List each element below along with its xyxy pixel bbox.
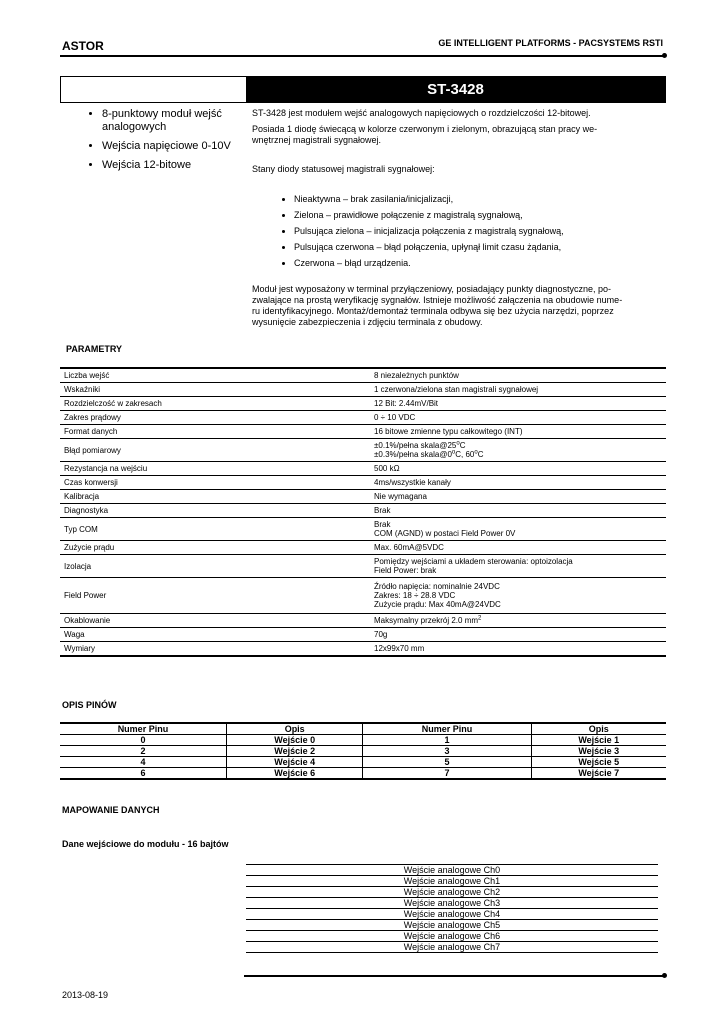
company-name: ASTOR — [62, 39, 104, 53]
table-row — [246, 865, 658, 876]
table-row — [60, 439, 666, 462]
description-p1: ST-3428 jest modułem wejść analogowych napięciowych o rozdzielczości 12-bitowej. — [252, 108, 591, 118]
table-cell: Wejście 5 — [531, 757, 666, 768]
table-row — [60, 368, 666, 383]
param-value — [370, 411, 666, 425]
feature-list — [62, 108, 280, 178]
param-value — [370, 578, 666, 614]
param-value — [370, 614, 666, 628]
led-state-list — [252, 192, 704, 272]
param-value — [370, 462, 666, 476]
table-row — [60, 746, 666, 757]
param-value — [370, 642, 666, 657]
param-value-line: Field Power: brak — [374, 566, 437, 575]
param-name: Zużycie prądu — [60, 541, 370, 555]
param-value-line: ±0.1%/pełna skala@25$^o$C — [374, 440, 466, 450]
param-name: Zakres prądowy — [60, 411, 370, 425]
params-title: PARAMETRY — [66, 344, 122, 354]
table-row — [60, 541, 666, 555]
param-name: Izolacja — [60, 555, 370, 578]
degree-sup: o — [456, 440, 460, 447]
table-cell: Wejście 7 — [531, 768, 666, 780]
description-p2-line2: wnętrznej magistrali sygnałowej. — [252, 135, 382, 145]
param-value-line: 4ms/wszystkie kanały — [374, 478, 451, 487]
table-cell: 0 — [60, 735, 226, 746]
param-name: Wymiary — [60, 642, 370, 657]
table-cell: 3 — [363, 746, 531, 757]
table-cell: Wejście 2 — [226, 746, 363, 757]
table-cell: 4 — [60, 757, 226, 768]
column-header: Numer Pinu — [363, 723, 531, 735]
description-p2 — [252, 124, 662, 146]
table-cell: Wejście 3 — [531, 746, 666, 757]
description-p2-line1: Posiada 1 diodę świecącą w kolorze czerwonym i zielonym, obrazującą stan pracy we- — [252, 124, 598, 134]
table-cell: Wejście 6 — [226, 768, 363, 780]
param-name: Diagnostyka — [60, 504, 370, 518]
param-value-line: 12 Bit: 2.44mV/Bit — [374, 399, 439, 408]
param-name: Rozdzielczość w zakresach — [60, 397, 370, 411]
param-name: Czas konwersji — [60, 476, 370, 490]
led-state-item: • Pulsująca zielona – inicjalizacja połączenia z magistralą sygnałową, — [294, 224, 704, 240]
footer-rule-dot — [662, 973, 667, 978]
mapping-subtitle: Dane wejściowe do modułu - 16 bajtów — [62, 839, 229, 849]
table-cell: Wejście 0 — [226, 735, 363, 746]
feature-item: • 8-punktowy moduł wejść analogowych — [102, 108, 280, 134]
product-title: ST-3428 — [246, 77, 665, 102]
table-row — [246, 887, 658, 898]
table-row — [60, 462, 666, 476]
param-value-line: 16 bitowe zmienne typu całkowitego (INT) — [374, 427, 523, 436]
mapping-title: MAPOWANIE DANYCH — [62, 805, 160, 815]
param-value-line: Nie wymagana — [374, 492, 427, 501]
table-row — [60, 504, 666, 518]
table-row — [60, 555, 666, 578]
header-rule — [60, 55, 666, 57]
parameters-table — [60, 367, 666, 657]
param-value — [370, 425, 666, 439]
header-rule-dot — [662, 53, 667, 58]
pins-title: OPIS PINÓW — [62, 700, 117, 710]
footer-rule — [244, 975, 666, 977]
column-header: Opis — [226, 723, 363, 735]
param-value — [370, 541, 666, 555]
param-value — [370, 368, 666, 383]
param-value-line: 12x99x70 mm — [374, 644, 425, 653]
table-row — [60, 411, 666, 425]
param-value — [370, 555, 666, 578]
mapping-cell: Wejście analogowe Ch7 — [246, 942, 658, 953]
table-cell: 2 — [60, 746, 226, 757]
param-value-line: Zużycie prądu: Max 40mA@24VDC — [374, 600, 501, 609]
mapping-cell: Wejście analogowe Ch6 — [246, 931, 658, 942]
degree-sup: o — [451, 449, 456, 456]
table-row — [246, 898, 658, 909]
table-row — [60, 425, 666, 439]
param-value-line: Brak — [374, 506, 391, 515]
table-cell: 1 — [363, 735, 531, 746]
param-name: Okablowanie — [60, 614, 370, 628]
mapping-cell: Wejście analogowe Ch2 — [246, 887, 658, 898]
header-right-text: GE INTELLIGENT PLATFORMS - PACSYSTEMS RSTI — [438, 38, 663, 48]
mapping-cell: Wejście analogowe Ch4 — [246, 909, 658, 920]
description-p4-line3: ru identyfikacyjnego. Montaż/demontaż terminala odbywa się bez użycia narzędzi, poprzez — [252, 306, 614, 316]
param-name: Liczba wejść — [60, 368, 370, 383]
param-name: Typ COM — [60, 518, 370, 541]
mapping-cell: Wejście analogowe Ch5 — [246, 920, 658, 931]
column-header: Opis — [531, 723, 666, 735]
table-cell: Wejście 1 — [531, 735, 666, 746]
description-p3: Stany diody statusowej magistrali sygnałowej: — [252, 164, 435, 174]
description-p4 — [252, 284, 662, 328]
param-name: Waga — [60, 628, 370, 642]
param-value-line: 500 kΩ — [374, 464, 400, 473]
param-value — [370, 490, 666, 504]
table-cell: 5 — [363, 757, 531, 768]
param-value — [370, 518, 666, 541]
param-value — [370, 628, 666, 642]
param-value-line: 70g — [374, 630, 388, 639]
feature-item: • Wejścia 12-bitowe — [102, 159, 280, 172]
mapping-cell: Wejście analogowe Ch3 — [246, 898, 658, 909]
feature-item: • Wejścia napięciowe 0-10V — [102, 140, 280, 153]
table-row — [60, 397, 666, 411]
column-header: Numer Pinu — [60, 723, 226, 735]
param-value — [370, 397, 666, 411]
param-value-line: 1 czerwona/zielona stan magistrali sygnałowej — [374, 385, 539, 394]
footer-date: 2013-08-19 — [62, 990, 109, 1000]
table-row — [246, 909, 658, 920]
table-row — [60, 642, 666, 657]
param-value — [370, 439, 666, 462]
table-row — [60, 757, 666, 768]
param-value-line: Max. 60mA@5VDC — [374, 543, 444, 552]
param-value-line: Źródło napięcia: nominalnie 24VDC — [374, 582, 500, 591]
degree-sup: o — [474, 449, 478, 456]
description-p4-line1: Moduł jest wyposażony w terminal przyłączeniowy, posiadający punkty diagnostyczne, po- — [252, 284, 612, 294]
param-value — [370, 476, 666, 490]
param-value-line: 0 ÷ 10 VDC — [374, 413, 416, 422]
mapping-table — [246, 864, 658, 953]
param-value — [370, 504, 666, 518]
param-name: Format danych — [60, 425, 370, 439]
table-row — [246, 931, 658, 942]
table-row — [60, 578, 666, 614]
param-value-line: Maksymalny przekrój 2.0 $mm^2$ — [374, 615, 482, 625]
led-state-item: • Pulsująca czerwona – błąd połączenia, upłynął limit czasu żądania, — [294, 240, 704, 256]
table-row — [60, 518, 666, 541]
param-name: Wskaźniki — [60, 383, 370, 397]
pins-table — [60, 722, 666, 780]
table-cell: 6 — [60, 768, 226, 780]
title-box — [60, 76, 666, 103]
param-value-line: ±0.3%/pełna skala@0$^o$C, 60$^o$C — [374, 449, 484, 459]
param-value-line: Zakres: 18 ÷ 28.8 VDC — [374, 591, 456, 600]
table-row — [60, 383, 666, 397]
table-row — [60, 490, 666, 504]
table-row — [246, 942, 658, 953]
superscript: 2 — [478, 615, 482, 622]
param-value — [370, 383, 666, 397]
table-row — [60, 628, 666, 642]
led-state-item: • Nieaktywna – brak zasilania/inicjalizacji, — [294, 192, 704, 208]
table-row — [246, 876, 658, 887]
param-value-line: Pomiędzy wejściami a układem sterowania: optoizolacja — [374, 557, 573, 566]
param-name: Rezystancja na wejściu — [60, 462, 370, 476]
param-value-line: COM (AGND) w postaci Field Power 0V — [374, 529, 516, 538]
description-p4-line2: zwalające na prostą weryfikację sygnałów. Istnieje możliwość załączenia na obudowie nume- — [252, 295, 623, 305]
led-state-item: • Zielona – prawidłowe połączenie z magistralą sygnałową, — [294, 208, 704, 224]
mapping-cell: Wejście analogowe Ch1 — [246, 876, 658, 887]
table-row — [60, 614, 666, 628]
description-p4-line4: wysunięcie zabezpieczenia i zdjęciu terminala z obudowy. — [252, 317, 483, 327]
table-cell: 7 — [363, 768, 531, 780]
mapping-cell: Wejście analogowe Ch0 — [246, 865, 658, 876]
led-state-item: • Czerwona – błąd urządzenia. — [294, 256, 704, 272]
param-name: Kalibracja — [60, 490, 370, 504]
param-name: Błąd pomiarowy — [60, 439, 370, 462]
table-header-row — [60, 723, 666, 735]
table-row — [246, 920, 658, 931]
param-name: Field Power — [60, 578, 370, 614]
table-row — [60, 476, 666, 490]
table-row — [60, 768, 666, 780]
table-cell: Wejście 4 — [226, 757, 363, 768]
param-value-line: Brak — [374, 520, 391, 529]
table-row — [60, 735, 666, 746]
param-value-line: 8 niezależnych punktów — [374, 371, 459, 380]
